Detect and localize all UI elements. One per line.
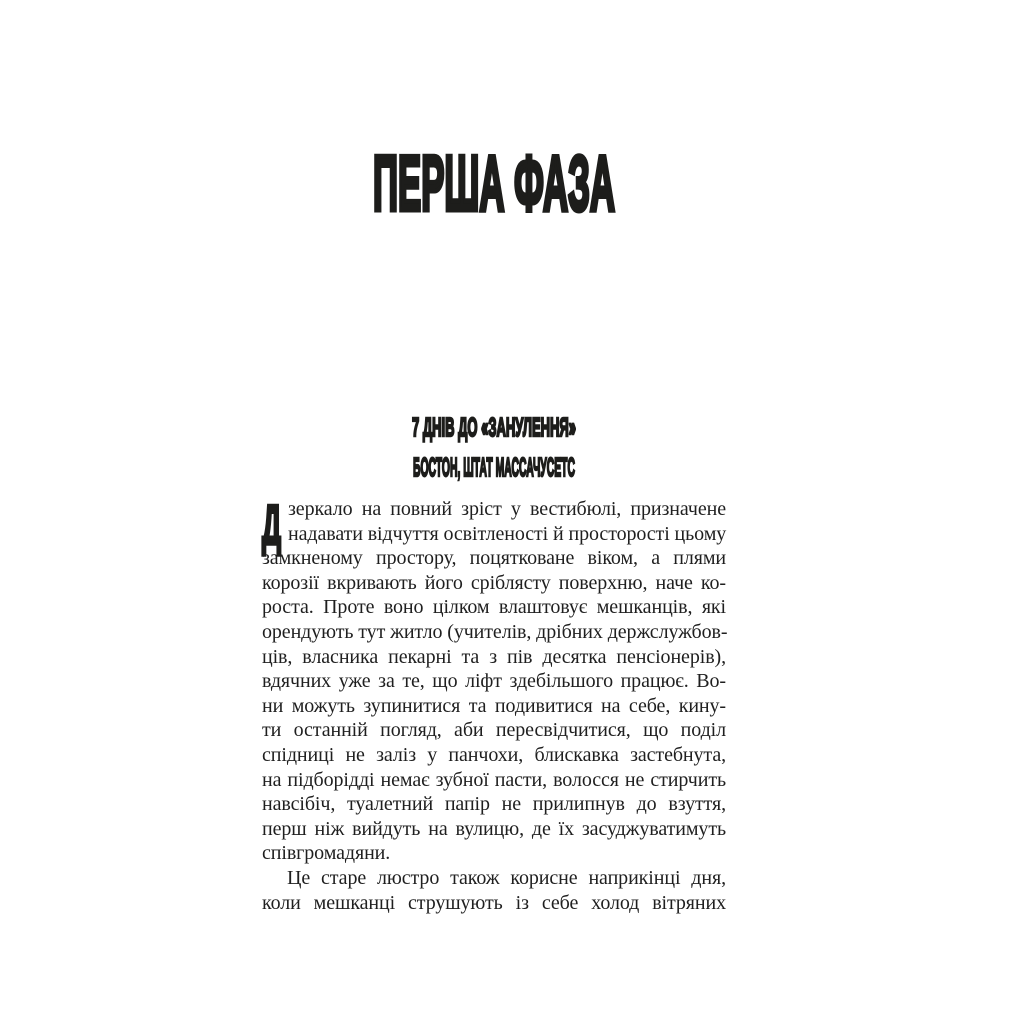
text-line: ців, власника пекарні та з пів десятка пенсіонерів), xyxy=(262,645,726,668)
section-countdown-heading xyxy=(262,410,726,444)
text-line: на підборідді немає зубної пасти, волосся не стирчить xyxy=(262,768,726,791)
text-line: замкненому простору, поцятковане віком, а плями xyxy=(262,547,726,570)
page-content-column xyxy=(262,0,726,1024)
text-line: зеркало на повний зріст у вестибюлі, призначене xyxy=(288,498,726,520)
text-line: корозії вкривають його сріблясту поверхню, наче ко- xyxy=(262,571,726,594)
text-line: співгромадяни. xyxy=(262,842,391,865)
text-line: навсібіч, туалетний папір не прилипнув до взуття, xyxy=(262,793,726,816)
text-line: коли мешканці струшують із себе холод вітряних xyxy=(262,891,726,914)
text-line: спідниці не заліз у панчохи, блискавка застебнута, xyxy=(262,743,726,766)
drop-cap-letter: Д xyxy=(262,493,281,556)
text-line: ти останній погляд, аби пересвідчитися, що поділ xyxy=(262,719,726,742)
text-line: орендують тут житло (учителів, дрібних держслужбов- xyxy=(262,620,728,643)
text-line: роста. Проте воно цілком влаштовує мешканців, які xyxy=(262,596,726,619)
drop-cap xyxy=(262,493,288,556)
paragraph-2 xyxy=(262,866,726,915)
text-line: надавати відчуття освітленості й просторості цьому xyxy=(288,522,727,545)
text-line: перш ніж вийдуть на вулицю, де їх засуджуватимуть xyxy=(262,817,726,840)
body-text xyxy=(262,493,728,915)
text-line: ни можуть зупинитися та подивитися на себе, кину- xyxy=(262,694,726,717)
text-line: Це старе люстро також корисне наприкінці дня, xyxy=(287,866,726,889)
section-countdown-text: 7 ДНІВ ДО «ЗАНУЛЕННЯ» xyxy=(412,412,576,442)
paragraph-1 xyxy=(262,493,728,866)
section-location-text: БОСТОН, ШТАТ МАССАЧУСЕТС xyxy=(413,452,576,482)
paragraph-1-lines xyxy=(262,497,726,866)
chapter-title-text: ПЕРША ФАЗА xyxy=(373,139,615,227)
chapter-title xyxy=(262,139,726,230)
text-line: вдячних уже за те, що ліфт здебільшого працює. Во- xyxy=(262,670,726,693)
paragraph-2-lines xyxy=(262,866,726,915)
section-location-heading xyxy=(262,450,726,484)
